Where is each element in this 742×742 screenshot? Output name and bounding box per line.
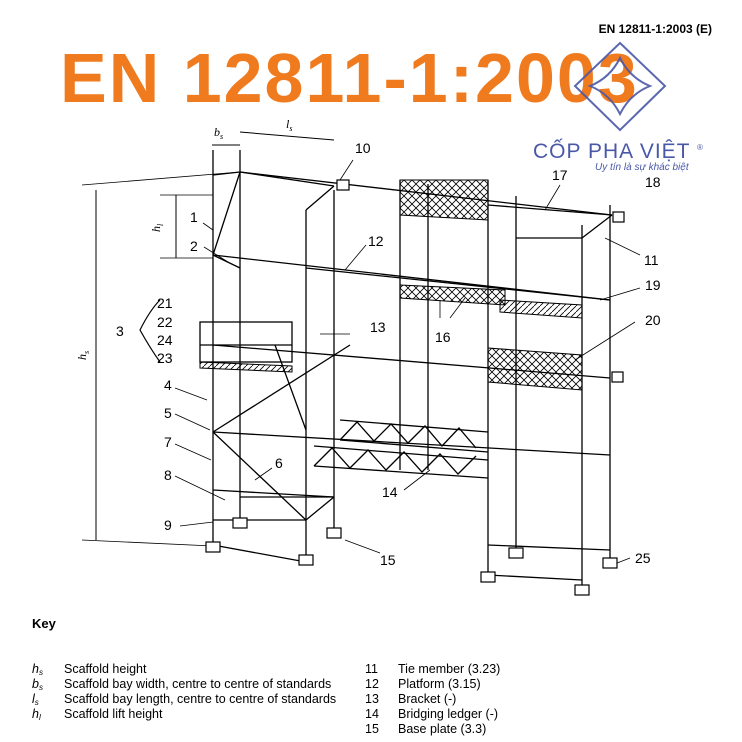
key-number: 14 bbox=[365, 707, 379, 721]
key-item-description: Base plate (3.3) bbox=[398, 722, 487, 736]
callout-label: 20 bbox=[645, 312, 661, 328]
base-plate bbox=[509, 548, 523, 558]
callout-label: 8 bbox=[164, 467, 172, 483]
callout-label: 10 bbox=[355, 140, 371, 156]
callout-label: 1 bbox=[190, 209, 198, 225]
key-item-description: Platform (3.15) bbox=[398, 677, 481, 691]
callout-label: 14 bbox=[382, 484, 398, 500]
tie-coupler bbox=[612, 372, 623, 382]
document-reference: EN 12811-1:2003 (E) bbox=[598, 22, 712, 36]
callout-label: 7 bbox=[164, 434, 172, 450]
key-description: Scaffold bay width, centre to centre of standards bbox=[64, 677, 332, 691]
callout-label: 16 bbox=[435, 329, 451, 345]
key-description: Scaffold height bbox=[64, 662, 147, 676]
callout-label: 2 bbox=[190, 238, 198, 254]
callout-label: 13 bbox=[370, 319, 386, 335]
base-plate bbox=[481, 572, 495, 582]
key-symbol: hs bbox=[32, 662, 43, 677]
key-description: Scaffold bay length, centre to centre of standards bbox=[64, 692, 337, 706]
callout-label: 15 bbox=[380, 552, 396, 568]
dim-label: $h_l$ bbox=[149, 223, 165, 232]
watermark-title: EN 12811-1:2003 bbox=[60, 39, 639, 117]
key-symbol: bs bbox=[32, 677, 43, 692]
dim-label: $l_s$ bbox=[286, 117, 293, 133]
callout-label: 19 bbox=[645, 277, 661, 293]
dim-label: $h_s$ bbox=[75, 350, 91, 360]
tie-coupler bbox=[613, 212, 624, 222]
brand-name: CỐP PHA VIỆT bbox=[533, 140, 691, 163]
callout-label: 6 bbox=[275, 455, 283, 471]
callout-label: 18 bbox=[645, 174, 661, 190]
callout-label: 24 bbox=[157, 332, 173, 348]
brand-logo-icon bbox=[565, 38, 675, 138]
key-symbol: hl bbox=[32, 707, 41, 722]
callout-label: 12 bbox=[368, 233, 384, 249]
base-plate bbox=[327, 528, 341, 538]
key-item-description: Bridging ledger (-) bbox=[398, 707, 499, 721]
key-symbol: ls bbox=[32, 692, 39, 707]
dim-label: $b_s$ bbox=[214, 125, 224, 141]
key-item-description: Tie member (3.23) bbox=[398, 662, 501, 676]
brand-watermark bbox=[533, 140, 704, 173]
key-title: Key bbox=[32, 616, 56, 631]
brand-slogan: Uy tín là sự khác biệt bbox=[595, 162, 689, 173]
callout-label: 23 bbox=[157, 350, 173, 366]
registered-mark: ® bbox=[696, 143, 704, 152]
callout-label: 17 bbox=[552, 167, 568, 183]
base-plate bbox=[233, 518, 247, 528]
callout-label: 3 bbox=[116, 323, 124, 339]
callout-label: 5 bbox=[164, 405, 172, 421]
key-number: 13 bbox=[365, 692, 379, 706]
key-number: 11 bbox=[365, 662, 378, 676]
key-number: 15 bbox=[365, 722, 379, 736]
base-plate bbox=[299, 555, 313, 565]
base-plate bbox=[575, 585, 589, 595]
callout-label: 4 bbox=[164, 377, 172, 393]
callout-label: 25 bbox=[635, 550, 651, 566]
key-description: Scaffold lift height bbox=[64, 707, 163, 721]
key-item-description: Bracket (-) bbox=[398, 692, 457, 706]
callout-label: 9 bbox=[164, 517, 172, 533]
callout-label: 22 bbox=[157, 314, 173, 330]
callout-label: 11 bbox=[644, 252, 659, 268]
base-plate bbox=[603, 558, 617, 568]
callout-label: 21 bbox=[157, 295, 173, 311]
base-plate bbox=[206, 542, 220, 552]
key-number: 12 bbox=[365, 677, 379, 691]
tie-coupler bbox=[337, 180, 349, 190]
